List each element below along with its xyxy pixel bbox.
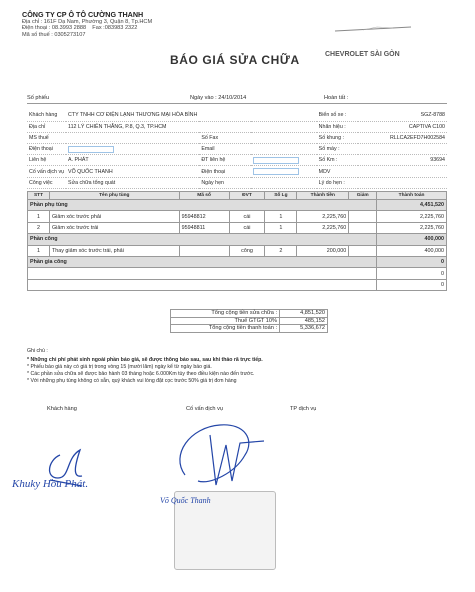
info-cell: CTY TNHH CƠ ĐIỆN LẠNH THƯƠNG MẠI HÒA BÌNH	[66, 110, 199, 121]
chevrolet-logo-icon	[333, 24, 413, 34]
table-row	[28, 211, 447, 222]
cell: 95948811	[179, 222, 229, 233]
notes-heading: Ghi chú :	[27, 348, 48, 354]
summary-row	[171, 317, 328, 325]
cell: 0	[377, 268, 447, 279]
cell: 0	[377, 279, 447, 290]
info-cell: MDV	[317, 166, 358, 177]
cell: cái	[229, 211, 265, 222]
cell: 1	[265, 211, 297, 222]
info-row	[27, 110, 447, 121]
info-cell: Liên hệ	[27, 155, 66, 166]
cell: Thay giảm xóc trước trái, phải	[49, 245, 179, 256]
column-header: ĐVT	[229, 192, 265, 200]
info-cell: CAPTIVA C100	[358, 121, 447, 132]
cell: Giảm xóc trước trái	[49, 222, 179, 233]
cell: 1	[28, 211, 50, 222]
so-phieu: Số phiếu	[27, 95, 50, 101]
info-cell	[66, 144, 199, 155]
column-header: Tên phụ tùng	[49, 192, 179, 200]
info-cell: VÕ QUỐC THANH	[66, 166, 199, 177]
advisor-name-script: Võ Quốc Thanh	[160, 496, 211, 505]
info-cell: ĐT liên hệ	[199, 155, 251, 166]
column-header: Số Lg	[265, 192, 297, 200]
company-address: Địa chỉ : 161F Dạ Nam, Phường 3, Quận 8, Tp.HCM	[22, 18, 153, 25]
column-header: Thành tiền	[297, 192, 349, 200]
blank-box	[68, 146, 114, 153]
info-cell: Biển số xe :	[317, 110, 358, 121]
note-2: * Phiếu báo giá này có giá trị trong vòng 15 (mười lăm) ngày kể từ ngày báo giá.	[27, 364, 212, 370]
section-labor	[28, 234, 447, 245]
section-total: 400,000	[377, 234, 447, 245]
blank-box	[253, 168, 299, 175]
cell: 2,225,760	[377, 222, 447, 233]
info-cell: Ngày hẹn	[199, 177, 251, 188]
blank-box	[253, 157, 299, 164]
info-row	[27, 166, 447, 177]
info-row	[27, 177, 447, 188]
info-cell	[251, 110, 317, 121]
info-cell: Email	[199, 144, 251, 155]
summary-value: 4,851,520	[280, 310, 328, 318]
note-3: * Các phần sửa chữa sẽ được bảo hành 03 tháng hoặc 6.000Km tùy theo điều kiện nào đến trước.	[27, 371, 255, 377]
column-header: STT	[28, 192, 50, 200]
section-total: 0	[377, 256, 447, 267]
advisor-sign-label: Cố vấn dịch vụ	[186, 406, 224, 412]
info-cell: Lý do hẹn :	[317, 177, 358, 188]
info-cell: Số khung :	[317, 132, 358, 143]
cell: 1	[265, 222, 297, 233]
info-cell	[251, 155, 317, 166]
info-cell	[251, 166, 317, 177]
info-cell: Điện thoại	[199, 166, 251, 177]
summary-value: 485,152	[280, 317, 328, 325]
cell: 95948812	[179, 211, 229, 222]
info-cell: Cố vấn dịch vụ	[27, 166, 66, 177]
table-row	[28, 279, 447, 290]
cell	[349, 222, 377, 233]
cell	[179, 245, 229, 256]
cell: 2	[265, 245, 297, 256]
table-row	[28, 222, 447, 233]
ngay-vao: Ngày vào : 24/10/2014	[190, 95, 247, 101]
cell: công	[229, 245, 265, 256]
info-cell: Số Km :	[317, 155, 358, 166]
customer-vehicle-info	[27, 110, 447, 189]
info-cell	[251, 177, 317, 188]
company-tax: Mã số thuế : 0305273107	[22, 31, 86, 38]
note-4: * Với những phụ tùng không có sẵn, quý khách vui lòng đặt cọc trước 50% giá trị đơn hàng	[27, 378, 237, 384]
quote-table	[27, 191, 447, 291]
company-header	[22, 12, 152, 38]
info-cell: Số Fax	[199, 132, 251, 143]
customer-signature	[20, 420, 120, 530]
cell: 2	[28, 222, 50, 233]
section-label: Phần công	[28, 234, 377, 245]
summary-label: Tổng cộng tiền sửa chữa :	[171, 310, 280, 318]
info-row	[27, 121, 447, 132]
info-cell: Công việc	[27, 177, 66, 188]
info-cell: Khách hàng	[27, 110, 66, 121]
info-cell: Địa chỉ	[27, 121, 66, 132]
summary-table	[170, 309, 328, 333]
cell	[349, 211, 377, 222]
info-cell: A. PHÁT	[66, 155, 199, 166]
cell	[349, 245, 377, 256]
info-cell: Số máy :	[317, 144, 358, 155]
table-row	[28, 245, 447, 256]
manager-sign-label: TP dịch vụ	[290, 406, 317, 412]
info-cell: Sửa chữa tổng quát	[66, 177, 199, 188]
info-cell: 112 LÝ CHIÊN THẮNG, P.8, Q.3, TP.HCM	[66, 121, 199, 132]
summary-row	[171, 325, 328, 333]
column-header: Thành toán	[377, 192, 447, 200]
company-phone-fax: Điện thoại : 08.3993 2888 Fax :083983 2322	[22, 25, 138, 32]
section-label: Phần phụ tùng	[28, 200, 377, 211]
company-name: CÔNG TY CP Ô TÔ CƯỜNG THANH	[22, 10, 144, 19]
cell: cái	[229, 222, 265, 233]
column-header: Giảm	[349, 192, 377, 200]
summary-label: Thuế GTGT 10%	[171, 317, 280, 325]
column-header: Mã số	[179, 192, 229, 200]
customer-sign-label: Khách hàng	[47, 406, 77, 412]
info-cell	[358, 144, 447, 155]
section-parts	[28, 200, 447, 211]
info-row	[27, 155, 447, 166]
divider	[27, 103, 447, 104]
info-row	[27, 144, 447, 155]
brand-name: CHEVROLET SÀI GÒN	[325, 51, 400, 58]
summary-row	[171, 310, 328, 318]
note-1: * Những chi phí phát sinh ngoài phần báo giá, sẽ được thông báo sau, sau khi thảo rã trực tiếp.	[27, 357, 263, 363]
summary-value: 5,336,672	[280, 325, 328, 333]
info-cell	[251, 121, 317, 132]
info-cell: Nhãn hiệu :	[317, 121, 358, 132]
section-outside	[28, 256, 447, 267]
info-cell	[251, 132, 317, 143]
info-cell	[199, 121, 251, 132]
section-label: Phần gia công	[28, 256, 377, 267]
hoan-tat: Hoàn tất :	[324, 95, 349, 101]
cell: 2,225,760	[297, 222, 349, 233]
info-cell: 93694	[358, 155, 447, 166]
cell: 2,225,760	[377, 211, 447, 222]
info-cell	[358, 177, 447, 188]
section-total: 4,451,520	[377, 200, 447, 211]
cell: Giảm xóc trước phải	[49, 211, 179, 222]
table-row	[28, 268, 447, 279]
info-cell: SGZ-8788	[358, 110, 447, 121]
info-cell	[66, 132, 199, 143]
cell: 1	[28, 245, 50, 256]
info-row	[27, 132, 447, 143]
advisor-signature	[160, 415, 280, 505]
info-cell	[251, 144, 317, 155]
info-cell: RLLCA2EFD7H002584	[358, 132, 447, 143]
cell: 200,000	[297, 245, 349, 256]
customer-name-script: Khuky Hồu Phát.	[12, 478, 89, 490]
info-cell	[199, 110, 251, 121]
info-cell: MS thuế	[27, 132, 66, 143]
info-cell: Điện thoại	[27, 144, 66, 155]
cell: 2,225,760	[297, 211, 349, 222]
summary-label: Tổng cộng tiền thanh toán :	[171, 325, 280, 333]
notes	[27, 348, 457, 385]
info-cell	[358, 166, 447, 177]
document-title: BÁO GIÁ SỬA CHỮA	[170, 53, 300, 67]
cell: 400,000	[377, 245, 447, 256]
